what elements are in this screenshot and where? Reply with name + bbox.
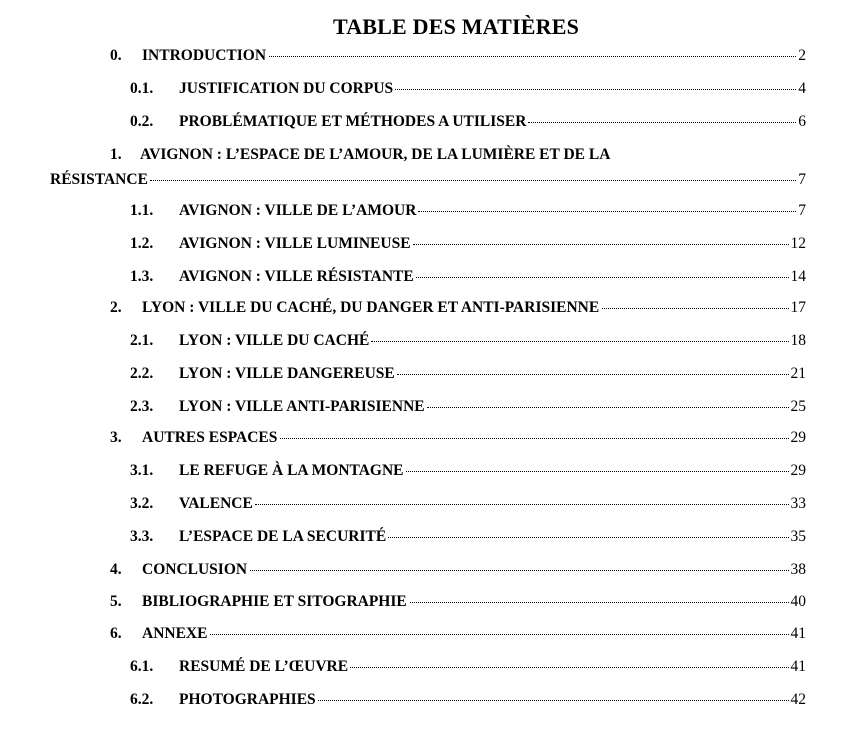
toc-entry-number: 1.1.	[130, 202, 154, 219]
toc-entry-number: 0.	[110, 47, 122, 64]
toc-dot-leader	[210, 634, 788, 635]
toc-entry-page: 35	[790, 528, 806, 545]
toc-entry-number: 3.1.	[130, 462, 154, 479]
toc-entry-page: 33	[790, 495, 806, 512]
toc-entry-label: ANNEXE	[142, 625, 208, 642]
toc-dot-leader	[397, 374, 789, 375]
toc-entry-label: BIBLIOGRAPHIE ET SITOGRAPHIE	[142, 593, 407, 610]
toc-entry-espace-securite[interactable]	[130, 527, 806, 547]
toc-entry-number: 6.	[110, 625, 122, 642]
toc-entry-problematique[interactable]	[130, 112, 806, 132]
toc-entry-label: AVIGNON : L’ESPACE DE L’AMOUR, DE LA LUMIÈRE ET DE LA	[140, 146, 611, 163]
toc-entry-label: LYON : VILLE DU CACHÉ, DU DANGER ET ANTI-PARISIENNE	[142, 299, 600, 316]
toc-entry-valence[interactable]	[130, 494, 806, 514]
toc-dot-leader	[255, 504, 789, 505]
toc-entry-label: L’ESPACE DE LA SECURITÉ	[179, 528, 387, 545]
toc-dot-leader	[350, 667, 788, 668]
toc-entry-number: 3.	[110, 429, 122, 446]
toc-entry-label-continued: RÉSISTANCE	[50, 171, 148, 188]
toc-entry-label: CONCLUSION	[142, 561, 248, 578]
toc-entry-introduction[interactable]	[110, 46, 806, 66]
toc-entry-number: 1.3.	[130, 268, 154, 285]
toc-entry-refuge-montagne[interactable]	[130, 461, 806, 481]
toc-entry-number: 1.2.	[130, 235, 154, 252]
toc-entry-label: LYON : VILLE DANGEREUSE	[179, 365, 395, 382]
toc-entry-page: 7	[798, 171, 806, 188]
toc-entry-page: 6	[798, 113, 806, 130]
toc-entry-page: 29	[790, 429, 806, 446]
toc-entry-resume-oeuvre[interactable]	[130, 657, 806, 677]
toc-entry-page: 25	[790, 398, 806, 415]
toc-dot-leader	[418, 211, 796, 212]
toc-entry-label: RESUMÉ DE L’ŒUVRE	[179, 658, 349, 675]
toc-entry-bibliographie[interactable]	[110, 592, 806, 612]
toc-entry-page: 42	[790, 691, 806, 708]
toc-entry-label: VALENCE	[179, 495, 253, 512]
toc-entry-lyon-anti-parisienne[interactable]	[130, 397, 806, 417]
toc-entry-number: 6.2.	[130, 691, 154, 708]
toc-entry-label: AVIGNON : VILLE LUMINEUSE	[179, 235, 411, 252]
toc-entry-page: 41	[790, 658, 806, 675]
toc-dot-leader	[602, 308, 788, 309]
toc-entry-label: LYON : VILLE DU CACHÉ	[179, 332, 370, 349]
toc-entry-avignon-line2[interactable]	[50, 170, 806, 190]
toc-entry-number: 3.2.	[130, 495, 154, 512]
toc-entry-number: 1.	[110, 146, 122, 163]
toc-entry-lyon-cache[interactable]	[130, 331, 806, 351]
toc-entry-label: PHOTOGRAPHIES	[179, 691, 316, 708]
toc-entry-label: JUSTIFICATION DU CORPUS	[179, 80, 394, 97]
toc-entry-avignon-line1[interactable]	[110, 145, 610, 165]
toc-entry-page: 29	[790, 462, 806, 479]
toc-entry-page: 38	[790, 561, 806, 578]
toc-dot-leader	[427, 407, 789, 408]
toc-entry-page: 14	[790, 268, 806, 285]
toc-entry-justification[interactable]	[130, 79, 806, 99]
toc-entry-avignon-lumineuse[interactable]	[130, 234, 806, 254]
toc-entry-number: 0.2.	[130, 113, 154, 130]
toc-entry-number: 5.	[110, 593, 122, 610]
toc-dot-leader	[280, 438, 788, 439]
toc-entry-lyon-dangereuse[interactable]	[130, 364, 806, 384]
toc-entry-autres-espaces[interactable]	[110, 428, 806, 448]
toc-entry-label: LE REFUGE À LA MONTAGNE	[179, 462, 404, 479]
toc-entry-avignon-amour[interactable]	[130, 201, 806, 221]
toc-entry-number: 2.2.	[130, 365, 154, 382]
toc-dot-leader	[406, 471, 789, 472]
toc-dot-leader	[371, 341, 788, 342]
toc-dot-leader	[410, 602, 789, 603]
toc-entry-label: INTRODUCTION	[142, 47, 267, 64]
toc-entry-label: LYON : VILLE ANTI-PARISIENNE	[179, 398, 425, 415]
toc-entry-label: AUTRES ESPACES	[142, 429, 278, 446]
toc-entry-page: 17	[790, 299, 806, 316]
toc-entry-conclusion[interactable]	[110, 560, 806, 580]
toc-entry-label: AVIGNON : VILLE DE L’AMOUR	[179, 202, 417, 219]
toc-entry-page: 41	[790, 625, 806, 642]
toc-entry-page: 12	[790, 235, 806, 252]
toc-dot-leader	[250, 570, 788, 571]
toc-entry-number: 3.3.	[130, 528, 154, 545]
toc-dot-leader	[528, 122, 796, 123]
toc-entry-label: AVIGNON : VILLE RÉSISTANTE	[179, 268, 414, 285]
toc-entry-page: 4	[798, 80, 806, 97]
toc-dot-leader	[395, 89, 796, 90]
toc-entry-number: 2.	[110, 299, 122, 316]
toc-dot-leader	[318, 700, 789, 701]
toc-dot-leader	[413, 244, 789, 245]
page-title: TABLE DES MATIÈRES	[332, 14, 580, 39]
toc-entry-number: 0.1.	[130, 80, 154, 97]
toc-entry-page: 2	[798, 47, 806, 64]
toc-entry-page: 7	[798, 202, 806, 219]
toc-entry-number: 2.3.	[130, 398, 154, 415]
toc-entry-page: 18	[790, 332, 806, 349]
toc-dot-leader	[416, 277, 789, 278]
toc-entry-lyon[interactable]	[110, 298, 806, 318]
toc-entry-number: 2.1.	[130, 332, 154, 349]
toc-entry-photographies[interactable]	[130, 690, 806, 710]
toc-entry-page: 40	[790, 593, 806, 610]
toc-dot-leader	[150, 180, 796, 181]
toc-entry-number: 4.	[110, 561, 122, 578]
toc-entry-label: PROBLÉMATIQUE ET MÉTHODES A UTILISER	[179, 113, 527, 130]
toc-dot-leader	[388, 537, 788, 538]
toc-dot-leader	[269, 56, 796, 57]
toc-entry-avignon-resistante[interactable]	[130, 267, 806, 287]
toc-entry-number: 6.1.	[130, 658, 154, 675]
toc-entry-annexe[interactable]	[110, 624, 806, 644]
toc-entry-page: 21	[790, 365, 806, 382]
